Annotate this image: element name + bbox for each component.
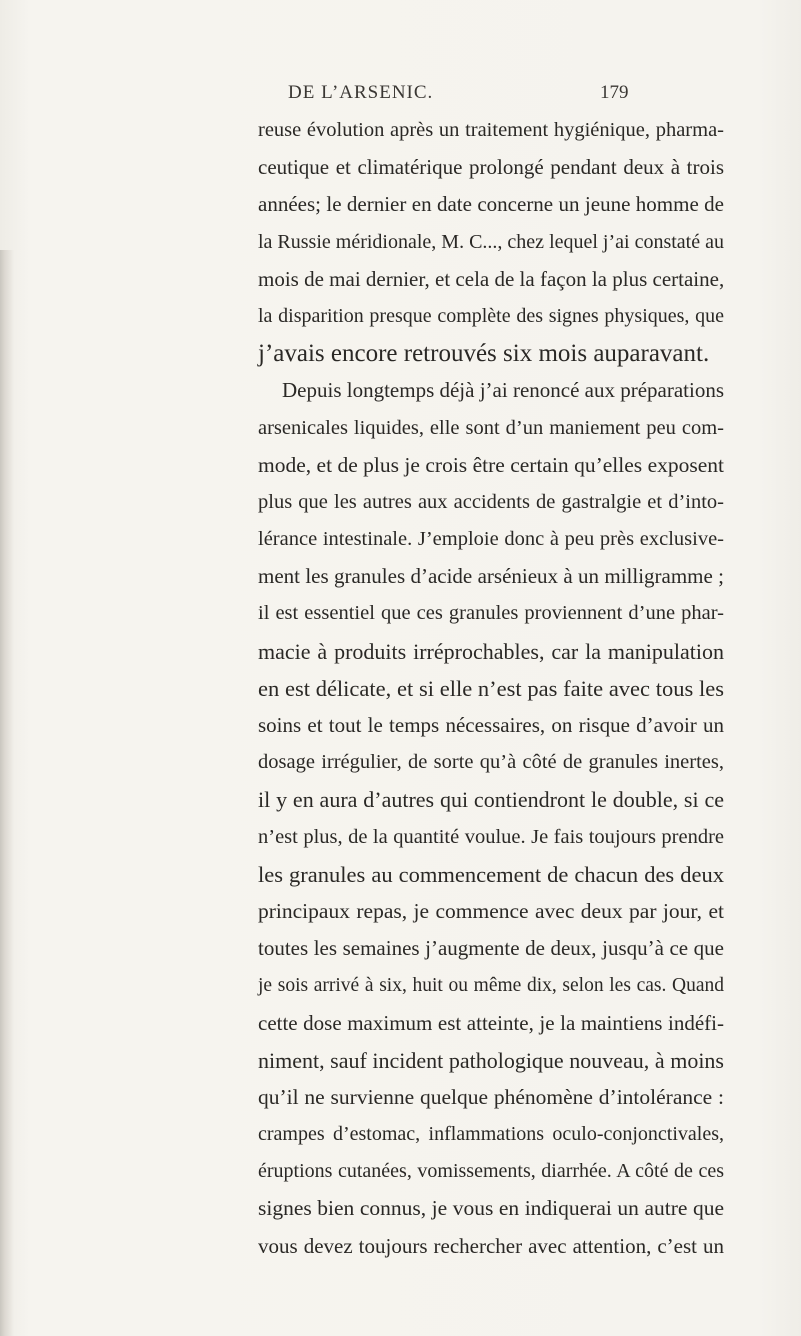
text-line: il est essentiel que ces granules proviennent d’une phar- — [258, 602, 724, 625]
text-line: il y en aura d’autres qui contiendront le double, si ce — [258, 787, 724, 813]
text-line: je sois arrivé à six, huit ou même dix, selon les cas. Quand — [258, 975, 724, 997]
text-line: plus que les autres aux accidents de gastralgie et d’into- — [258, 490, 724, 513]
text-line: lérance intestinale. J’emploie donc à peu près exclusive- — [258, 528, 724, 551]
page-number: 179 — [600, 82, 629, 103]
text-line: ment les granules d’acide arsénieux à un milligramme ; — [258, 564, 724, 589]
text-line: crampes d’estomac, inflammations oculo-conjonctivales, — [258, 1123, 724, 1146]
text-line: soins et tout le temps nécessaires, on risque d’avoir un — [258, 713, 724, 737]
running-title: DE L’ARSENIC. — [288, 82, 434, 103]
paragraph-first-line: Depuis longtemps déjà j’ai renoncé aux préparations — [282, 378, 725, 403]
text-line: n’est plus, de la quantité voulue. Je fais toujours prendre — [258, 825, 724, 848]
text-line: la Russie méridionale, M. C..., chez lequel j’ai constaté au — [258, 230, 724, 253]
text-line: arsenicales liquides, elle sont d’un maniement peu com- — [258, 416, 724, 439]
text-line: dosage irrégulier, de sorte qu’à côté de granules inertes, — [258, 751, 724, 774]
body-text — [258, 112, 724, 1265]
running-header — [0, 82, 801, 110]
text-line: vous devez toujours rechercher avec attention, c’est un — [258, 1233, 724, 1258]
text-line: en est délicate, et si elle n’est pas faite avec tous les — [258, 675, 724, 701]
text-line: éruptions cutanées, vomissements, diarrhée. A côté de ces — [258, 1160, 724, 1183]
text-line: mode, et de plus je crois être certain qu’elles exposent — [258, 452, 724, 477]
text-line: cette dose maximum est atteinte, je la maintiens indéfi- — [258, 1010, 724, 1035]
binding-shadow — [0, 250, 14, 1336]
text-line: niment, sauf incident pathologique nouveau, à moins — [258, 1047, 724, 1073]
text-line: mois de mai dernier, et cela de la façon la plus certaine, — [258, 266, 725, 291]
text-line: macie à produits irréprochables, car la manipulation — [258, 638, 724, 664]
text-line: la disparition presque complète des signes physiques, que — [258, 304, 724, 327]
text-line: qu’il ne survienne quelque phénomène d’intolérance : — [258, 1084, 724, 1109]
text-line: signes bien connus, je vous en indiquerai un autre que — [258, 1196, 724, 1221]
text-line: toutes les semaines j’augmente de deux, jusqu’à ce que — [258, 936, 724, 961]
text-line: principaux repas, je commence avec deux par jour, et — [258, 898, 724, 923]
text-line: ceutique et climatérique prolongé pendant deux à trois — [258, 155, 724, 180]
text-line: années; le dernier en date concerne un jeune homme de — [258, 192, 724, 217]
text-line: les granules au commencement de chacun des deux — [258, 861, 724, 887]
text-line: reuse évolution après un traitement hygiénique, pharma- — [258, 119, 724, 141]
text-line: j’avais encore retrouvés six mois auparavant. — [258, 340, 710, 368]
